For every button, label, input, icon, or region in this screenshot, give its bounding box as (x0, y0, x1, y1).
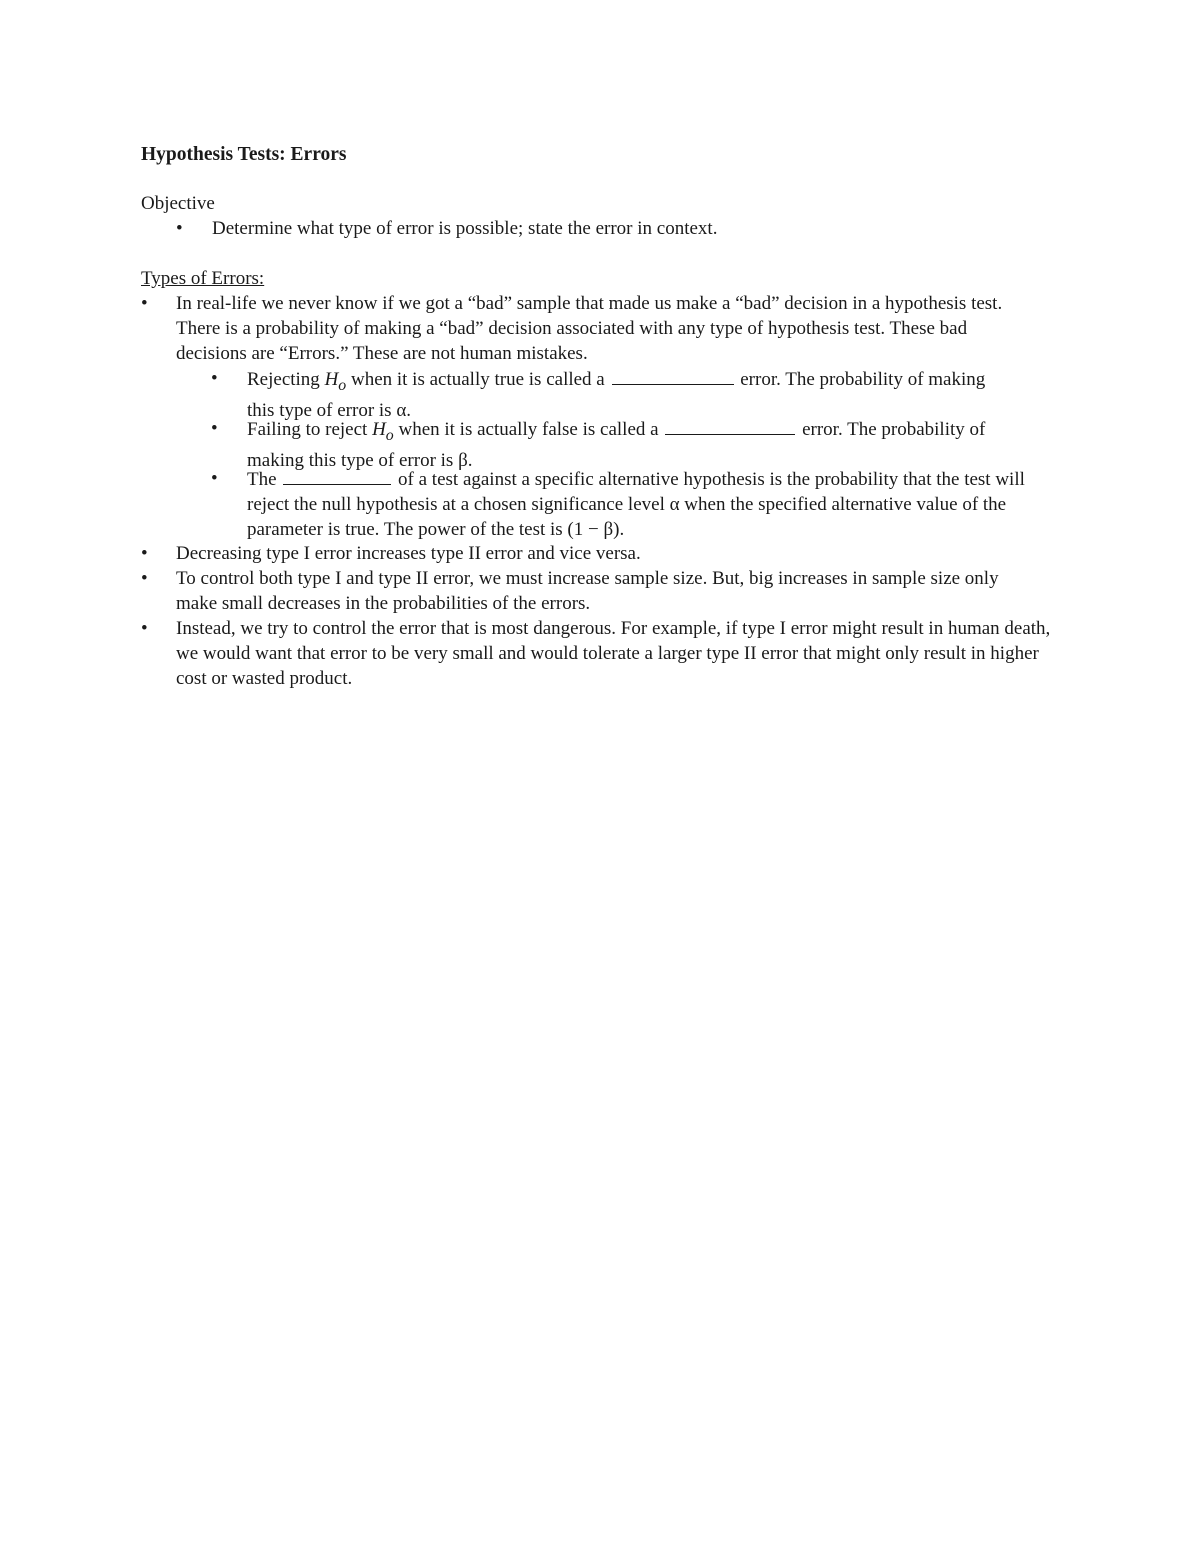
sub-list-item-text (247, 366, 1017, 423)
subscript: o (338, 376, 347, 394)
fill-in-blank[interactable] (612, 366, 734, 385)
sub-list-item-type2 (211, 416, 1061, 471)
text-run: of a test against a specific alternative hypothesis is the probability that the test will reject the null hypothesis at a chosen significance level α when the specified alternative value of the parameter is true. The power of the test is (1 − β). (247, 469, 1025, 540)
list-item (141, 566, 1061, 616)
bullet: • (211, 468, 218, 489)
bullet: • (141, 293, 148, 314)
text-run: Failing to reject (247, 419, 373, 440)
sub-list-item-text (247, 466, 1047, 542)
sub-list-item-type1 (211, 366, 1061, 421)
bullet: • (211, 368, 218, 389)
null-hypothesis-symbol: H (324, 369, 339, 390)
bullet: • (141, 568, 148, 589)
text-run: error. The probability of making this type of error is β. (247, 419, 986, 471)
fill-in-blank[interactable] (665, 416, 795, 435)
list-item (141, 541, 1061, 566)
list-item (141, 291, 1061, 366)
objective-heading: Objective (141, 193, 215, 214)
sub-list-item-power (211, 466, 1061, 541)
list-item-text: Instead, we try to control the error that is most dangerous. For example, if type I error might result in human death, we would want that error to be very small and would tolerate a larger type II error that might only result in higher cost or wasted product. (176, 618, 1051, 689)
page-title: Hypothesis Tests: Errors (141, 144, 347, 165)
list-item-text: To control both type I and type II error, we must increase sample size. But, big increases in sample size only make small decreases in the probabilities of the errors. (176, 568, 999, 614)
text-run: when it is actually true is called a (346, 369, 610, 390)
objective-item-text: Determine what type of error is possible; state the error in context. (212, 218, 718, 239)
text-run: The (247, 469, 282, 490)
list-item-text: Decreasing type I error increases type II error and vice versa. (176, 543, 641, 564)
list-item-text: In real-life we never know if we got a “bad” sample that made us make a “bad” decision in a hypothesis test. There is a probability of making a “bad” decision associated with any type of hypothesis test. These bad decisions are “Errors.” These are not human mistakes. (176, 293, 1003, 364)
bullet: • (176, 218, 183, 239)
bullet: • (211, 418, 218, 439)
text-run: when it is actually false is called a (393, 419, 664, 440)
sub-list-item-text (247, 416, 1047, 473)
text-run: Rejecting (247, 369, 325, 390)
objective-item (176, 216, 1076, 241)
bullet: • (141, 543, 148, 564)
bullet: • (141, 618, 148, 639)
text-run: error. The probability of making this type of error is α. (247, 369, 986, 421)
fill-in-blank[interactable] (283, 466, 391, 485)
list-item (141, 616, 1061, 691)
subscript: o (385, 426, 394, 444)
types-heading: Types of Errors: (141, 268, 265, 289)
null-hypothesis-symbol: H (372, 419, 386, 440)
